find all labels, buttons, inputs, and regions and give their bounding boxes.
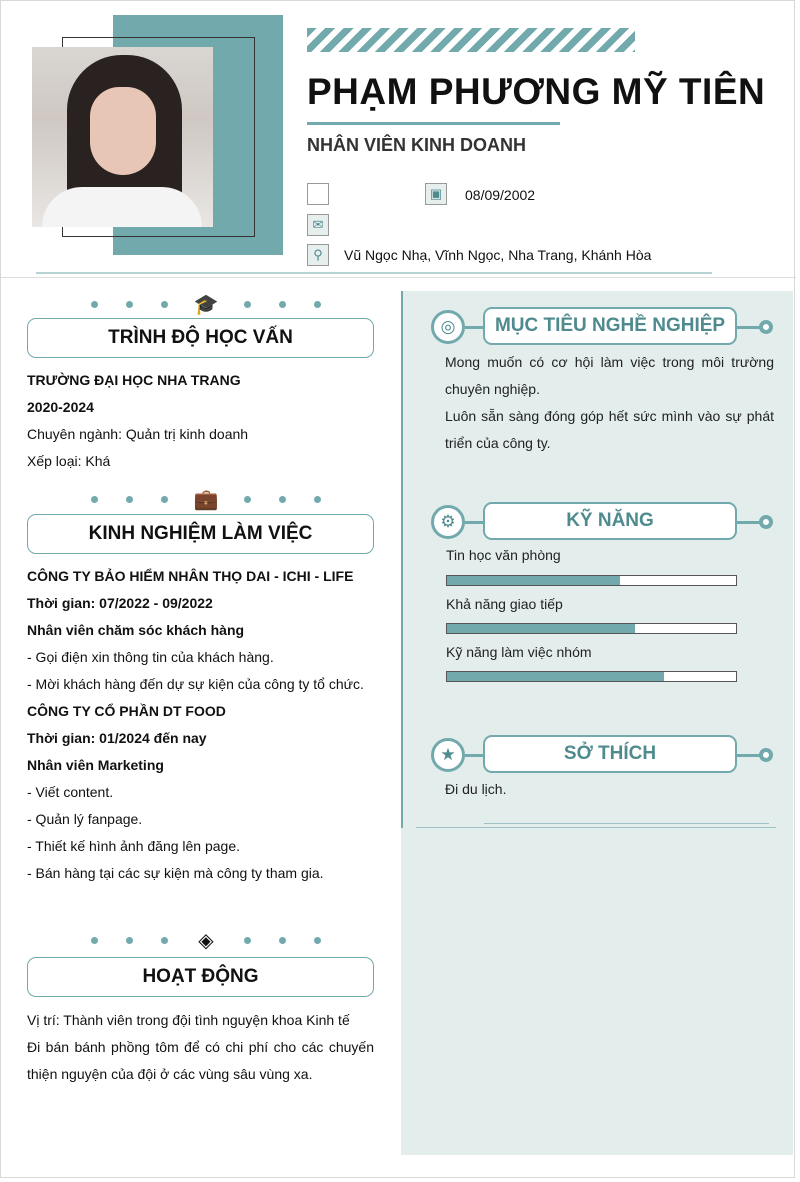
experience-content: [27, 563, 374, 887]
job-task: - Bán hàng tại các sự kiện mà công ty tham gia.: [27, 865, 324, 881]
job-task: - Quản lý fanpage.: [27, 811, 143, 827]
education-heading: TRÌNH ĐỘ HỌC VẤN: [27, 318, 374, 358]
objective-heading: MỤC TIÊU NGHỀ NGHIỆP: [483, 307, 737, 345]
skill-name: Khả năng giao tiếp: [446, 596, 563, 612]
job-task: - Thiết kế hình ảnh đăng lên page.: [27, 838, 241, 854]
company: CÔNG TY BẢO HIỂM NHÂN THỌ DAI - ICHI - LIFE: [27, 568, 354, 584]
skills-header: [431, 502, 776, 542]
skill-bar: [446, 671, 737, 682]
section-ornament: [77, 489, 335, 509]
divider: [484, 823, 769, 824]
phone-icon: [307, 183, 329, 205]
activity-line: Đi bán bánh phồng tôm để có chi phí cho các chuyến thiện nguyện của đội ở các vùng sâu vùng xa.: [27, 1039, 374, 1082]
location-icon: ⚲: [307, 244, 329, 266]
job-time: Thời gian: 07/2022 - 09/2022: [27, 595, 213, 611]
column-divider: [401, 291, 403, 828]
hobbies-header: [431, 735, 776, 775]
birthdate: 08/09/2002: [465, 187, 536, 203]
skill-bar-fill: [447, 672, 664, 681]
profile-photo: [32, 47, 213, 227]
job-time: Thời gian: 01/2024 đến nay: [27, 730, 207, 746]
graduation-cap-icon: 🎓: [193, 293, 219, 316]
hobbies-heading: SỞ THÍCH: [483, 735, 737, 773]
activities-heading: HOẠT ĐỘNG: [27, 957, 374, 997]
objective-line: Mong muốn có cơ hội làm việc trong môi trường chuyên nghiệp.: [445, 354, 774, 397]
job-task: - Mời khách hàng đến dự sự kiện của công ty tổ chức.: [27, 676, 364, 692]
skill-bar: [446, 623, 737, 634]
divider: [416, 827, 776, 828]
skill-bar: [446, 575, 737, 586]
job-position: Nhân viên Marketing: [27, 757, 164, 773]
company: CÔNG TY CỔ PHẦN DT FOOD: [27, 703, 226, 719]
job-position: Nhân viên chăm sóc khách hàng: [27, 622, 245, 638]
objective-content: [445, 349, 774, 457]
activities-content: [27, 1007, 374, 1088]
skill-bar-fill: [447, 624, 635, 633]
activity-line: Vị trí: Thành viên trong đội tình nguyện khoa Kinh tế: [27, 1012, 350, 1028]
gear-icon: ⚙: [431, 505, 465, 539]
major: Chuyên ngành: Quản trị kinh doanh: [27, 426, 249, 442]
star-icon: ★: [431, 738, 465, 772]
name-underline: [307, 122, 560, 125]
hobby-text: Đi du lịch.: [445, 781, 507, 797]
layers-icon: ◈: [198, 929, 214, 952]
job-title: NHÂN VIÊN KINH DOANH: [307, 135, 527, 155]
section-ornament: [77, 930, 335, 950]
calendar-icon: ▣: [425, 183, 447, 205]
briefcase-icon: 💼: [193, 488, 219, 511]
address: Vũ Ngọc Nhạ, Vĩnh Ngọc, Nha Trang, Khánh Hòa: [344, 247, 652, 263]
page-divider: [1, 277, 796, 278]
section-ornament: [77, 294, 335, 314]
objective-header: [431, 307, 776, 347]
full-name: PHẠM PHƯƠNG MỸ TIÊN: [307, 71, 766, 112]
skill-name: Kỹ năng làm việc nhóm: [446, 644, 592, 660]
job-task: - Viết content.: [27, 784, 114, 800]
skill-name: Tin học văn phòng: [446, 547, 561, 563]
years: 2020-2024: [27, 399, 94, 415]
grade: Xếp loại: Khá: [27, 453, 111, 469]
header-divider: [36, 272, 712, 274]
email-icon: ✉: [307, 214, 329, 236]
target-icon: ◎: [431, 310, 465, 344]
education-content: [27, 367, 374, 475]
skill-bar-fill: [447, 576, 620, 585]
objective-line: Luôn sẵn sàng đóng góp hết sức mình vào sự phát triển của công ty.: [445, 408, 774, 451]
school: TRƯỜNG ĐẠI HỌC NHA TRANG: [27, 372, 241, 388]
experience-heading: KINH NGHIỆM LÀM VIỆC: [27, 514, 374, 554]
job-task: - Gọi điện xin thông tin của khách hàng.: [27, 649, 274, 665]
decorative-stripes: [307, 28, 635, 52]
skills-heading: KỸ NĂNG: [483, 502, 737, 540]
